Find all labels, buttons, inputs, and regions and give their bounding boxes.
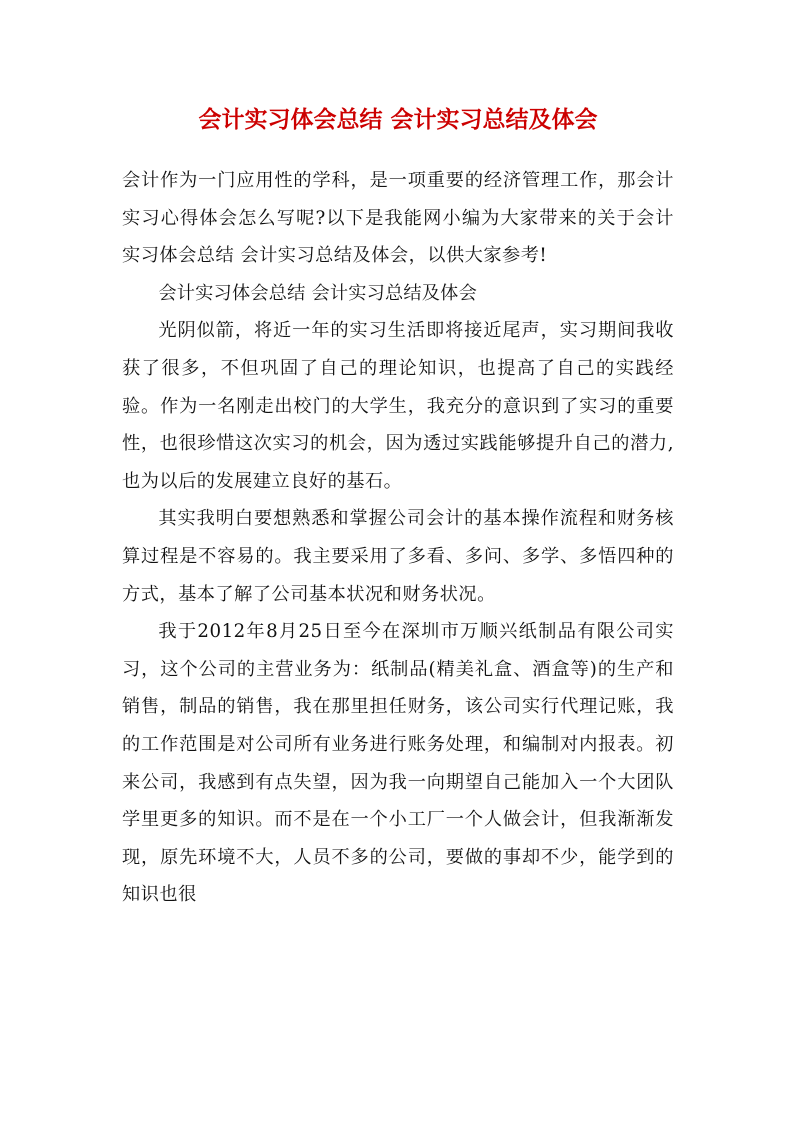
document-body	[122, 162, 674, 914]
document-page	[122, 0, 674, 914]
document-title: 会计实习体会总结 会计实习总结及体会	[198, 106, 598, 133]
body-paragraph: 其实我明白要想熟悉和掌握公司会计的基本操作流程和财务核算过程是不容易的。我主要采用了多看、多问、多学、多悟四种的方式，基本了解了公司基本状况和财务状况。	[122, 508, 674, 605]
body-paragraph: 我于2012年8月25日至今在深圳市万顺兴纸制品有限公司实习，这个公司的主营业务为：纸制品(精美礼盒、酒盒等)的生产和销售，制品的销售，我在那里担任财务，该公司实行代理记账，我的工作范围是对公司所有业务进行账务处理，和编制对内报表。初来公司，我感到有点失望，因为我一向期望自己能加入一个大团队学里更多的知识。而不是在一个小工厂一个人做会计，但我渐渐发现，原先环境不大，人员不多的公司，要做的事却不少，能学到的知识也很	[122, 621, 674, 906]
intro-paragraph: 会计作为一门应用性的学科，是一项重要的经济管理工作，那会计实习心得体会怎么写呢?以下是我能网小编为大家带来的关于会计实习体会总结 会计实习总结及体会，以供大家参考!	[122, 170, 674, 267]
section-subtitle: 会计实习体会总结 会计实习总结及体会	[158, 282, 477, 304]
body-paragraph: 光阴似箭，将近一年的实习生活即将接近尾声，实习期间我收获了很多，不但巩固了自己的理论知识，也提高了自己的实践经验。作为一名刚走出校门的大学生，我充分的意识到了实习的重要性，也很珍惜这次实习的机会，因为透过实践能够提升自己的潜力,也为以后的发展建立良好的基石。	[122, 320, 674, 492]
